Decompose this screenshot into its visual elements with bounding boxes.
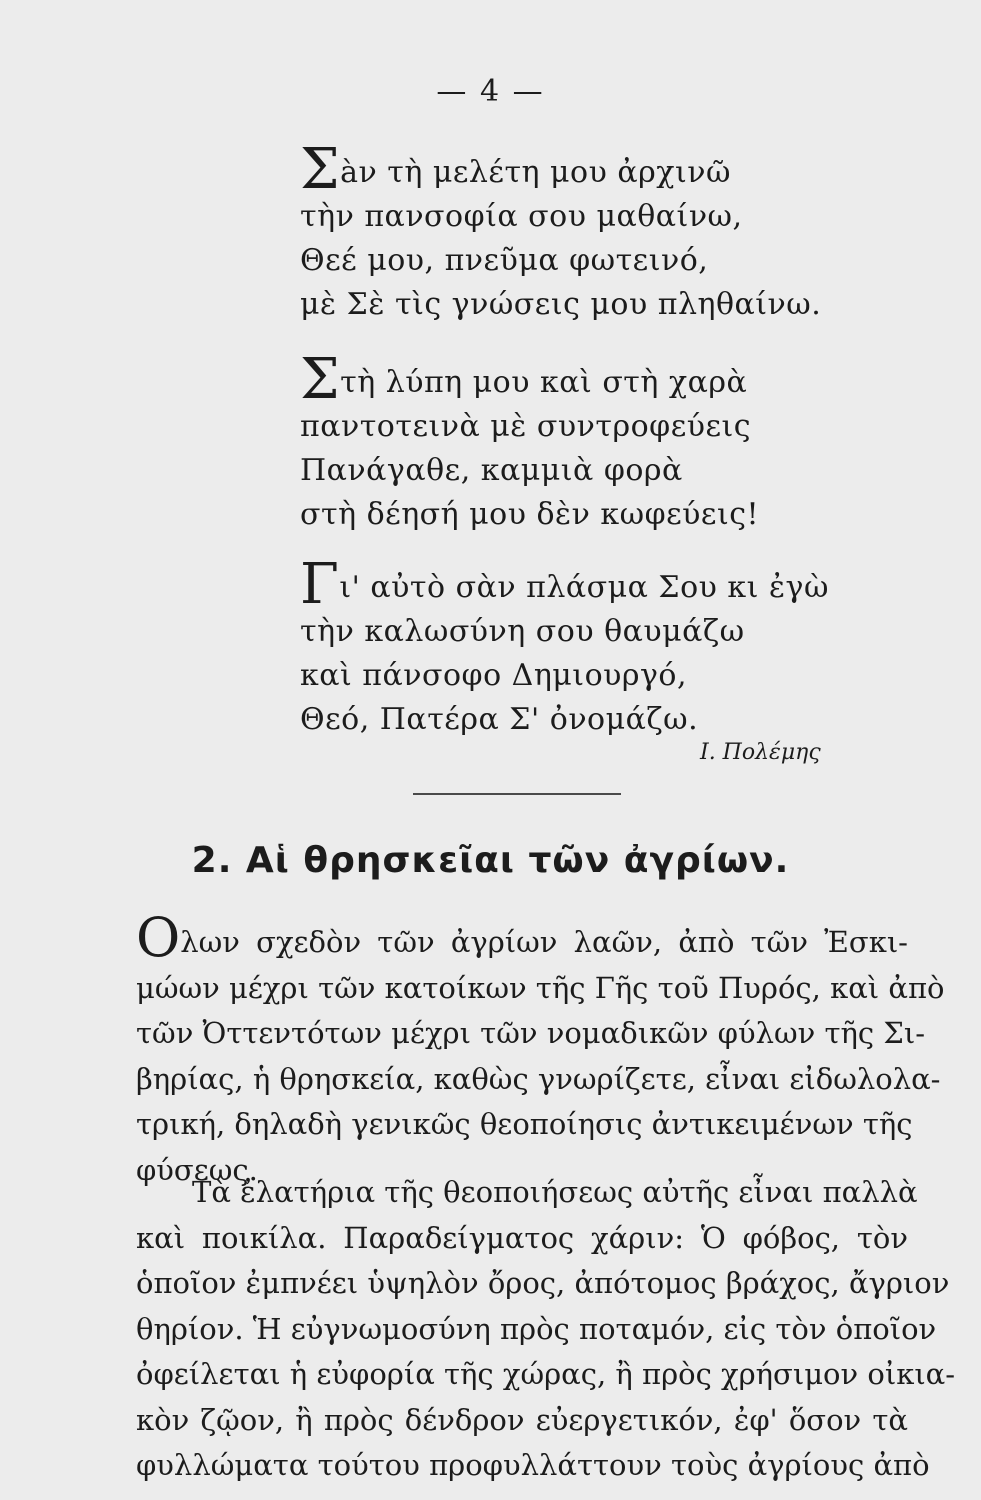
paragraph-1 [136,906,945,1193]
paragraph-line: Τὰ ἐλατήρια τῆς θεοποιήσεως αὐτῆς εἶναι παλλὰ [192,1175,918,1209]
paragraph-line: τῶν Ὀττεντότων μέχρι τῶν νομαδικῶν φύλων τῆς Σι- [136,1016,926,1050]
poem-line: Σàν τὴ μελέτη μου ἀρχινῶ [300,137,731,202]
poem-line: τὴν πανσοφία σου μαθαίνω, [300,199,743,234]
page-number: — 4 — [436,74,545,109]
poem-line: καὶ πάνσοφο Δημιουργό, [300,658,688,693]
paragraph-line: φυλλώματα τούτου προφυλλάττουν τοὺς ἀγρίους ἀπὸ [136,1448,930,1482]
drop-cap: Σ [300,347,341,412]
poem-line: Θεέ μου, πνεῦμα φωτεινό, [300,243,709,278]
paragraph-line: ὁποῖον ἐμπνέει ὑψηλὸν ὄρος, ἀπότομος βράχος, ἄγριον [136,1266,950,1300]
drop-cap: Σ [300,137,341,202]
paragraph-line: φύσεως. [136,1152,258,1187]
poem-stanza-3 [300,552,829,742]
poem-line: τὴν καλωσύνη σου θαυμάζω [300,614,745,649]
poem-line: Πανάγαθε, καμμιὰ φορὰ [300,453,683,488]
poem-line: μὲ Σὲ τὶς γνώσεις μου πληθαίνω. [300,287,822,322]
poem-line: Στὴ λύπη μου καὶ στὴ χαρὰ [300,347,748,412]
section-heading: 2. Αἱ θρησκεῖαι τῶν ἀγρίων. [191,840,790,881]
poem-author: Ι. Πολέμης [700,740,821,765]
drop-cap: Γ [300,552,340,617]
section-divider [413,793,621,795]
paragraph-line: Ολων σχεδὸν τῶν ἀγρίων λαῶν, ἀπὸ τῶν Ἐσκι- [136,906,908,969]
paragraph-line: τρική, δηλαδὴ γενικῶς θεοποίησις ἀντικειμένων τῆς [136,1107,913,1141]
poem-line: στὴ δέησή μου δὲν κωφεύεις! [300,497,760,532]
paragraph-line: θηρίον. Ἡ εὐγνωμοσύνη πρὸς ποταμόν, εἰς τὸν ὁποῖον [136,1311,937,1346]
poem-stanza-1 [300,137,822,327]
poem-line: παντοτεινὰ μὲ συντροφεύεις [300,409,752,444]
paragraph-line: ὀφείλεται ἡ εὐφορία τῆς χώρας, ἢ πρὸς χρήσιμον οἰκια- [136,1357,956,1391]
poem-stanza-2 [300,347,760,537]
paragraph-line: βηρίας, ἡ θρησκεία, καθὼς γνωρίζετε, εἶναι εἰδωλολα- [136,1061,941,1096]
paragraph-line: μώων μέχρι τῶν κατοίκων τῆς Γῆς τοῦ Πυρός, καὶ ἀπὸ [136,970,945,1005]
paragraph-line: κὸν ζῷον, ἢ πρὸς δένδρον εὐεργετικόν, ἐφ' ὅσον τὰ [136,1402,908,1437]
paragraph-line: καὶ ποικίλα. Παραδείγματος χάριν: Ὁ φόβος, τὸν [136,1220,908,1255]
poem-line: Θεό, Πατέρα Σ' ὀνομάζω. [300,702,699,737]
paragraph-2 [136,1170,956,1489]
drop-cap: Ο [136,906,181,969]
poem-line: Γι' αὐτὸ σὰν πλάσμα Σου κι ἐγὼ [300,552,829,617]
